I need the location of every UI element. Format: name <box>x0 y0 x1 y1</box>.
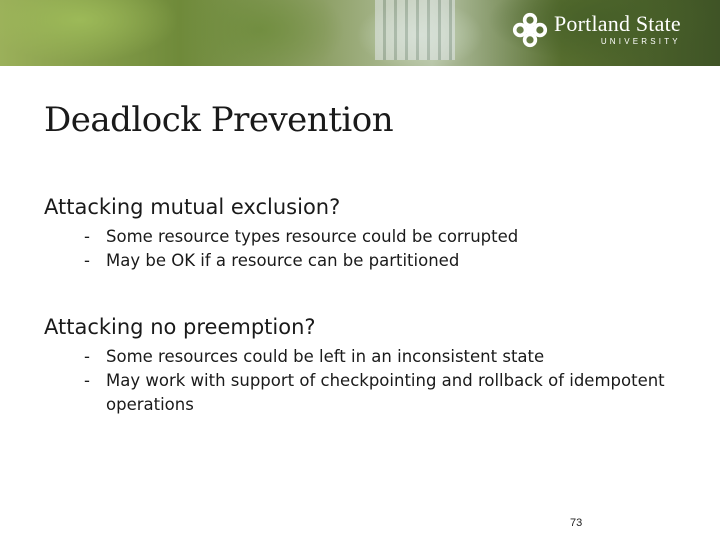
page-number: 73 <box>570 517 583 529</box>
list-item: - Some resource types resource could be corrupted <box>84 227 519 246</box>
psu-logo-icon <box>512 12 548 48</box>
section-no-preemption <box>44 315 716 417</box>
section-heading: Attacking mutual exclusion? <box>44 195 341 219</box>
list-item: - May work with support of checkpointing and rollback of idempotent operations <box>84 371 665 414</box>
list-item: - May be OK if a resource can be partitioned <box>84 251 460 270</box>
logo-subtitle: UNIVERSITY <box>600 37 681 46</box>
university-logo <box>512 12 681 48</box>
logo-wordmark: Portland State <box>554 11 681 36</box>
bullet-list <box>44 345 716 417</box>
bullet-list <box>44 225 716 273</box>
banner-photo-building <box>375 0 455 60</box>
section-heading: Attacking no preemption? <box>44 315 316 339</box>
list-item: - Some resources could be left in an inconsistent state <box>84 347 545 366</box>
slide-title: Deadlock Prevention <box>44 100 394 140</box>
section-mutual-exclusion <box>44 195 716 273</box>
header-banner <box>0 0 720 66</box>
